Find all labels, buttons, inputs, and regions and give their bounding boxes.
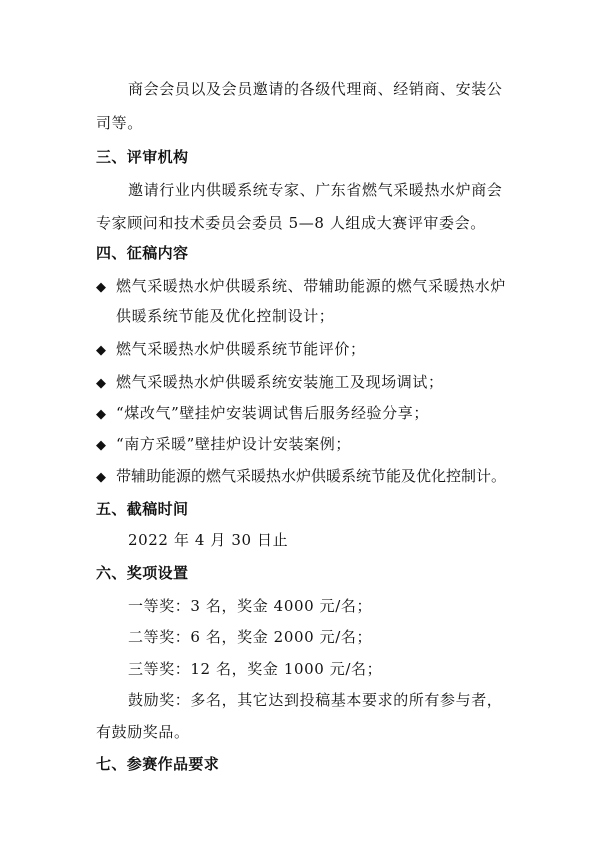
list-item-text: 燃气采暖热水炉供暖系统、带辅助能源的燃气采暖热水炉 — [116, 277, 507, 295]
prize-third: 三等奖：12 名，奖金 1000 元/名； — [128, 660, 383, 678]
list-item — [96, 372, 444, 394]
review-panel-text-line-1: 邀请行业内供暖系统专家、广东省燃气采暖热水炉商会 — [128, 181, 503, 199]
list-item — [96, 466, 506, 488]
diamond-bullet-icon: ◆ — [96, 280, 107, 295]
participants-text-line-1: 商会会员以及会员邀请的各级代理商、经销商、安装公 — [128, 80, 503, 98]
diamond-bullet-icon: ◆ — [96, 376, 107, 391]
section-heading-review-panel: 三、评审机构 — [96, 148, 189, 166]
list-item — [96, 403, 429, 425]
section-heading-deadline: 五、截稿时间 — [96, 500, 189, 518]
list-item-text: 燃气采暖热水炉供暖系统节能评价； — [116, 340, 366, 358]
section-heading-awards: 六、奖项设置 — [96, 564, 189, 582]
prize-first: 一等奖：3 名，奖金 4000 元/名； — [128, 597, 373, 615]
prize-second: 二等奖：6 名，奖金 2000 元/名； — [128, 628, 373, 646]
review-panel-text-line-2: 专家顾问和技术委员会委员 5—8 人组成大赛评审委会。 — [96, 214, 486, 232]
list-item-text: “煤改气”壁挂炉安装调试售后服务经验分享； — [116, 404, 429, 422]
section-heading-submission-content: 四、征稿内容 — [96, 244, 189, 262]
list-item-text: 燃气采暖热水炉供暖系统安装施工及现场调试； — [116, 373, 444, 391]
list-item — [96, 434, 351, 456]
diamond-bullet-icon: ◆ — [96, 343, 107, 358]
diamond-bullet-icon: ◆ — [96, 470, 106, 485]
list-item-text: 带辅助能源的燃气采暖热水炉供暖系统节能及优化控制计。 — [116, 467, 507, 485]
section-heading-entry-requirements: 七、参赛作品要求 — [96, 755, 220, 773]
list-item-text: “南方采暖”壁挂炉设计安装案例； — [116, 435, 351, 453]
prize-encouragement-line-2: 有鼓励奖品。 — [96, 723, 190, 741]
list-item-continuation: 供暖系统节能及优化控制设计； — [116, 307, 335, 325]
diamond-bullet-icon: ◆ — [96, 438, 107, 453]
diamond-bullet-icon: ◆ — [96, 407, 107, 422]
participants-text-line-2: 司等。 — [96, 114, 143, 132]
list-item — [96, 276, 506, 298]
deadline-text: 2022 年 4 月 30 日止 — [128, 531, 289, 549]
list-item — [96, 339, 366, 361]
prize-encouragement-line-1: 鼓励奖：多名，其它达到投稿基本要求的所有参与者， — [128, 691, 503, 709]
